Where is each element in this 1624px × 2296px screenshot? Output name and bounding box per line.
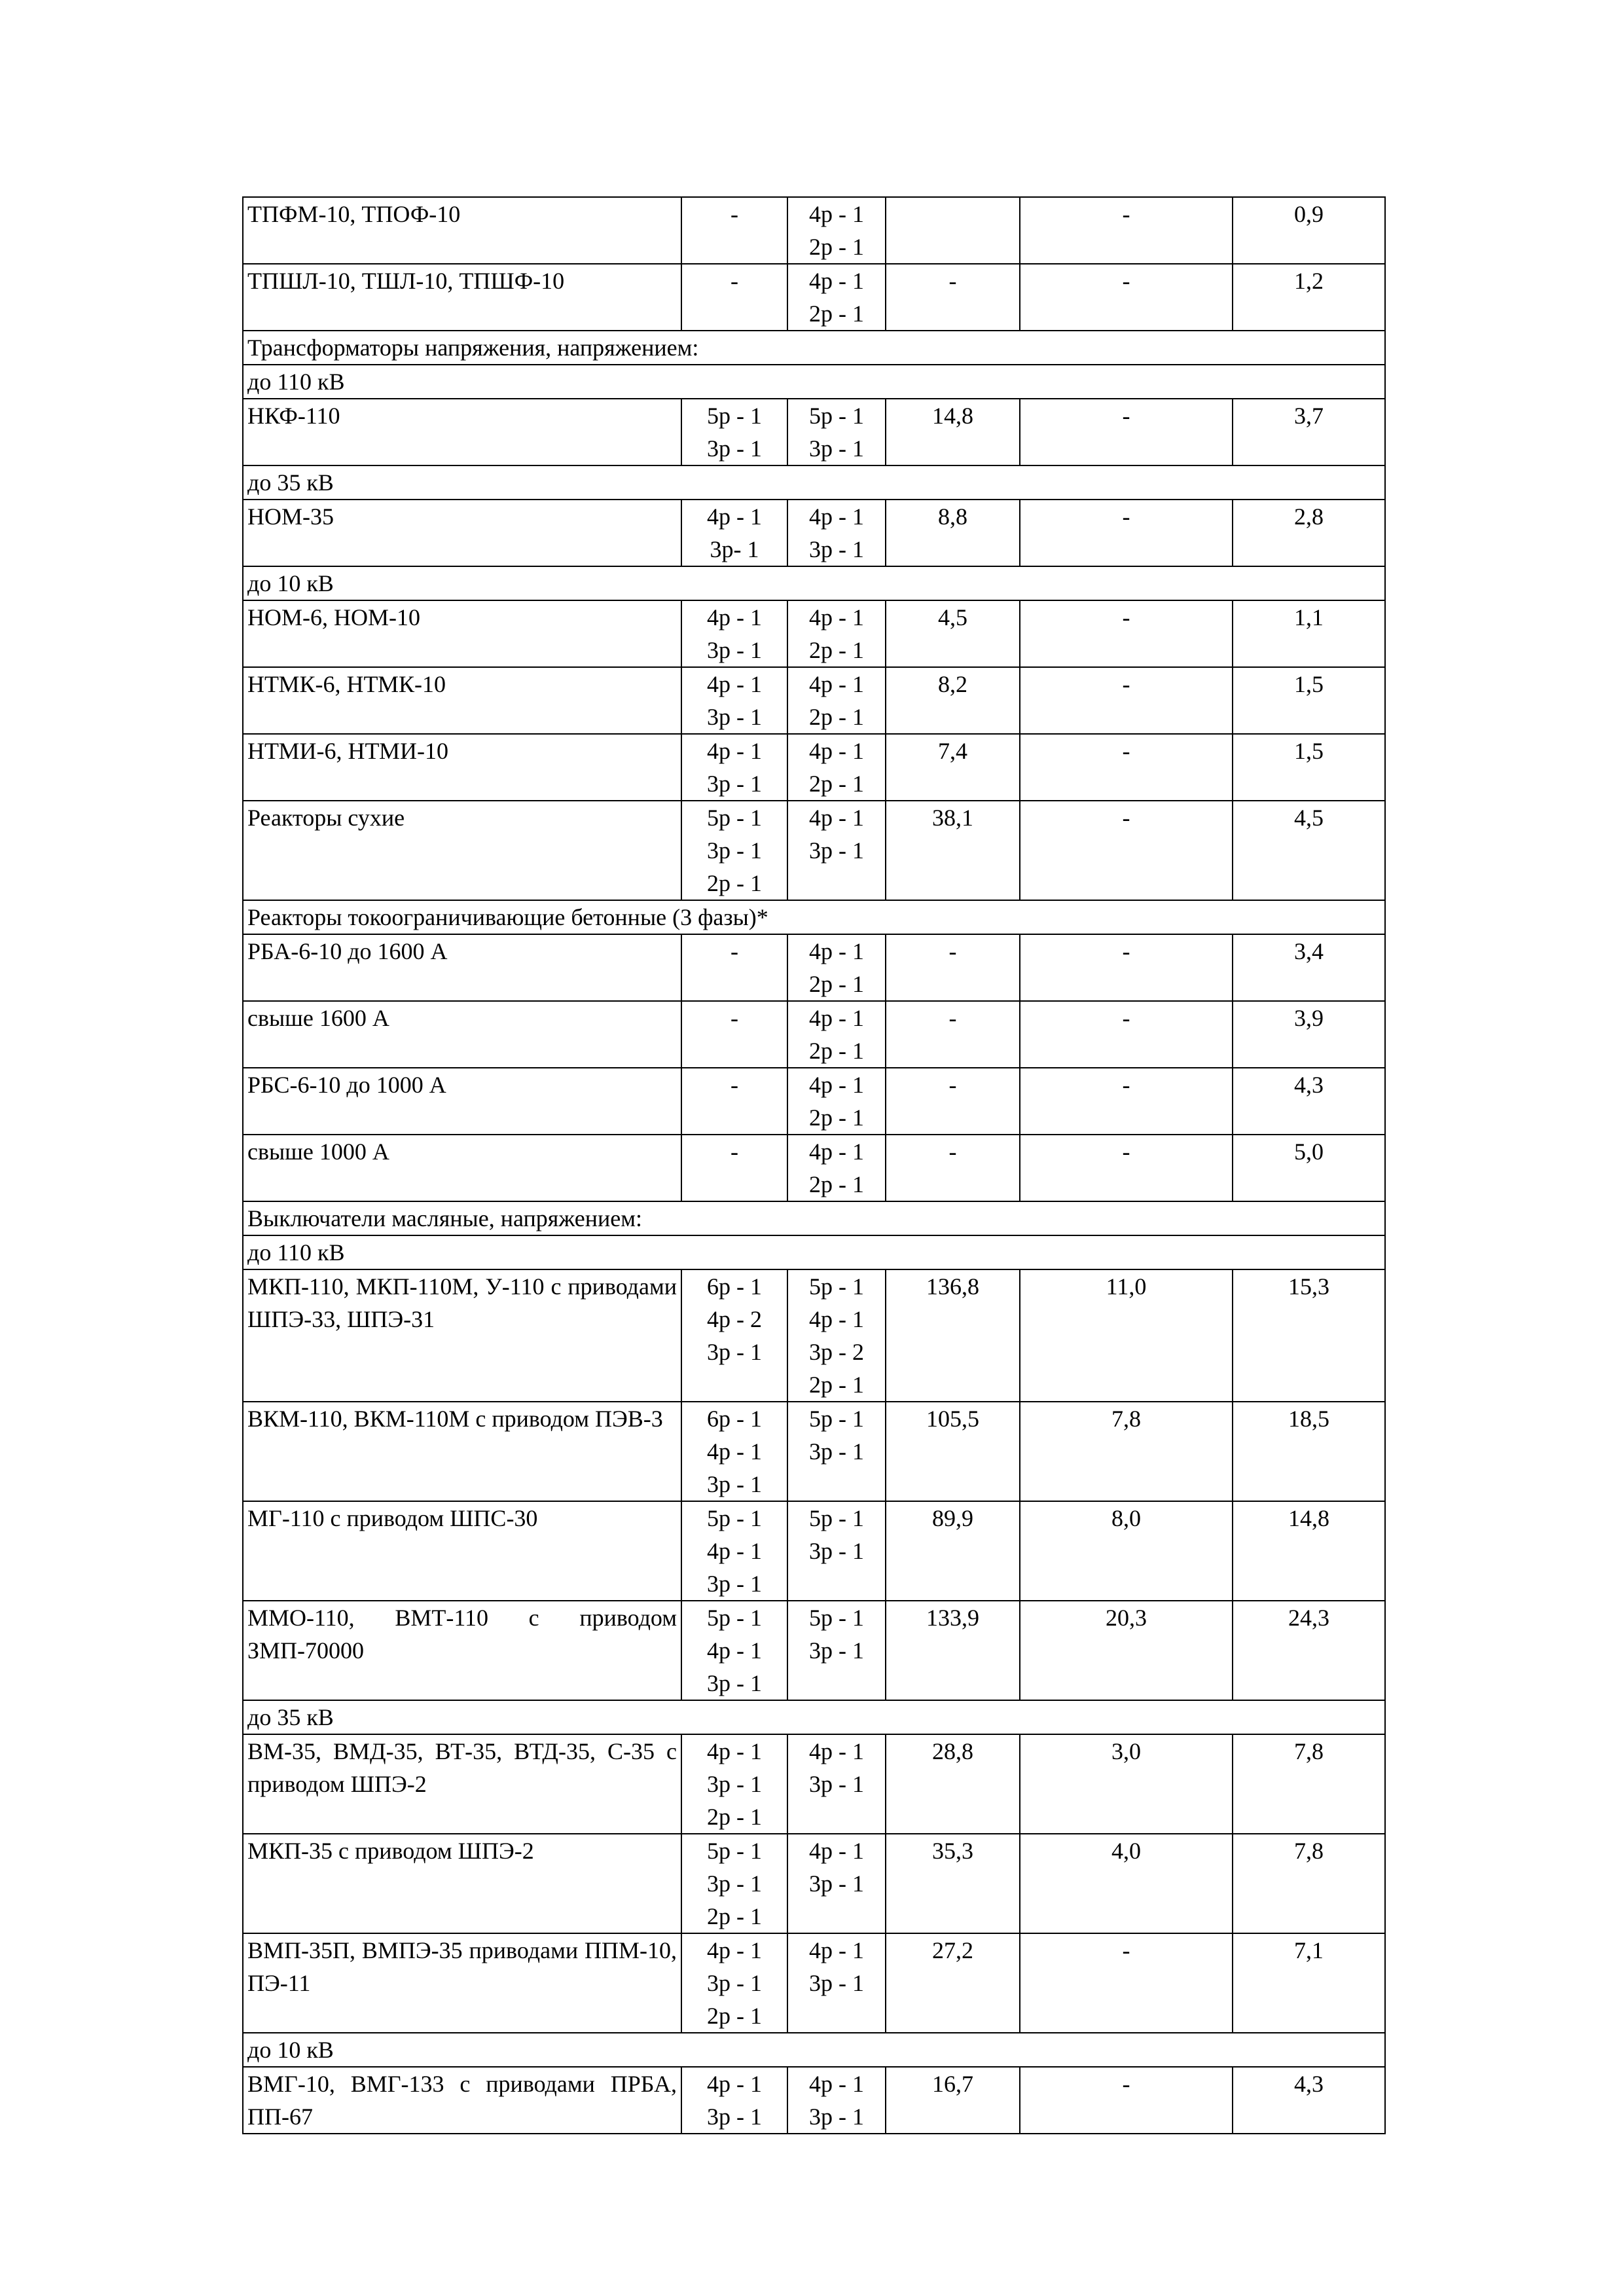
table-row — [243, 1402, 1385, 1501]
value-cell-col3: 38,1 — [886, 801, 1020, 900]
value-cell-col2: 5р - 1 3р - 1 — [787, 399, 886, 465]
section-heading: Реакторы токоограничивающие бетонные (3 фазы)* — [243, 900, 1385, 934]
value-cell-col4: - — [1020, 1135, 1233, 1201]
table-row — [243, 1135, 1385, 1201]
section-heading: до 10 кВ — [243, 2033, 1385, 2067]
section-heading: до 10 кВ — [243, 566, 1385, 600]
equipment-name-cell: МКП-35 с приводом ШПЭ-2 — [243, 1834, 681, 1933]
equipment-name-cell: НОМ-6, НОМ-10 — [243, 600, 681, 667]
value-cell-col4: 8,0 — [1020, 1501, 1233, 1601]
section-row — [243, 365, 1385, 399]
equipment-name-cell: свыше 1000 А — [243, 1135, 681, 1201]
value-cell-col1: - — [681, 934, 787, 1001]
value-cell-col5: 1,1 — [1233, 600, 1385, 667]
value-cell-col4: 7,8 — [1020, 1402, 1233, 1501]
section-row — [243, 1235, 1385, 1269]
value-cell-col3: 105,5 — [886, 1402, 1020, 1501]
value-cell-col5: 14,8 — [1233, 1501, 1385, 1601]
value-cell-col2: 4р - 1 2р - 1 — [787, 934, 886, 1001]
section-row — [243, 2033, 1385, 2067]
value-cell-col1: - — [681, 1068, 787, 1135]
value-cell-col3: 136,8 — [886, 1269, 1020, 1402]
section-heading: до 35 кВ — [243, 465, 1385, 500]
value-cell-col2: 5р - 1 3р - 1 — [787, 1601, 886, 1700]
equipment-name-cell: ВМГ-10, ВМГ-133 с приводами ПРБА, ПП-67 — [243, 2067, 681, 2134]
equipment-name-cell: ММО-110, ВМТ-110 с приводом ЗМП-70000 — [243, 1601, 681, 1700]
value-cell-col1: - — [681, 1135, 787, 1201]
table-row — [243, 1501, 1385, 1601]
value-cell-col4: - — [1020, 197, 1233, 264]
value-cell-col5: 4,3 — [1233, 2067, 1385, 2134]
value-cell-col5: 4,3 — [1233, 1068, 1385, 1135]
value-cell-col5: 0,9 — [1233, 197, 1385, 264]
equipment-table — [242, 196, 1386, 2134]
value-cell-col1: 4р - 1 3р - 1 — [681, 2067, 787, 2134]
section-row — [243, 1201, 1385, 1235]
value-cell-col2: 4р - 1 3р - 1 — [787, 2067, 886, 2134]
equipment-name-cell: НТМИ-6, НТМИ-10 — [243, 734, 681, 801]
equipment-name-cell: НОМ-35 — [243, 500, 681, 566]
value-cell-col1: 5р - 1 3р - 1 2р - 1 — [681, 801, 787, 900]
value-cell-col3: 133,9 — [886, 1601, 1020, 1700]
table-row — [243, 1068, 1385, 1135]
value-cell-col4: - — [1020, 2067, 1233, 2134]
value-cell-col2: 4р - 1 2р - 1 — [787, 734, 886, 801]
section-row — [243, 566, 1385, 600]
value-cell-col2: 4р - 1 2р - 1 — [787, 264, 886, 331]
section-heading: до 110 кВ — [243, 1235, 1385, 1269]
value-cell-col5: 3,7 — [1233, 399, 1385, 465]
value-cell-col5: 7,1 — [1233, 1933, 1385, 2033]
value-cell-col4: 4,0 — [1020, 1834, 1233, 1933]
value-cell-col2: 4р - 1 3р - 1 — [787, 1933, 886, 2033]
value-cell-col3: 8,2 — [886, 667, 1020, 734]
value-cell-col4: 3,0 — [1020, 1734, 1233, 1834]
table-row — [243, 500, 1385, 566]
table-row — [243, 801, 1385, 900]
value-cell-col2: 4р - 1 3р - 1 — [787, 1834, 886, 1933]
value-cell-col5: 4,5 — [1233, 801, 1385, 900]
value-cell-col4: - — [1020, 1068, 1233, 1135]
table-row — [243, 1734, 1385, 1834]
value-cell-col1: - — [681, 1001, 787, 1068]
value-cell-col1: 5р - 1 3р - 1 — [681, 399, 787, 465]
value-cell-col2: 4р - 1 2р - 1 — [787, 197, 886, 264]
equipment-name-cell: НТМК-6, НТМК-10 — [243, 667, 681, 734]
value-cell-col5: 24,3 — [1233, 1601, 1385, 1700]
table-body — [243, 197, 1385, 2134]
value-cell-col3: - — [886, 264, 1020, 331]
equipment-name-cell: РБА-6-10 до 1600 А — [243, 934, 681, 1001]
value-cell-col1: 5р - 1 4р - 1 3р - 1 — [681, 1601, 787, 1700]
value-cell-col4: - — [1020, 264, 1233, 331]
value-cell-col3: 28,8 — [886, 1734, 1020, 1834]
section-heading: Трансформаторы напряжения, напряжением: — [243, 331, 1385, 365]
section-row — [243, 331, 1385, 365]
value-cell-col3: 4,5 — [886, 600, 1020, 667]
value-cell-col3: 8,8 — [886, 500, 1020, 566]
value-cell-col2: 4р - 1 3р - 1 — [787, 500, 886, 566]
section-heading: до 110 кВ — [243, 365, 1385, 399]
value-cell-col3: - — [886, 934, 1020, 1001]
equipment-name-cell: Реакторы сухие — [243, 801, 681, 900]
value-cell-col2: 5р - 1 4р - 1 3р - 2 2р - 1 — [787, 1269, 886, 1402]
value-cell-col3: 35,3 — [886, 1834, 1020, 1933]
value-cell-col2: 4р - 1 3р - 1 — [787, 801, 886, 900]
table-row — [243, 399, 1385, 465]
table-row — [243, 667, 1385, 734]
section-row — [243, 465, 1385, 500]
value-cell-col1: 4р - 1 3р - 1 2р - 1 — [681, 1734, 787, 1834]
section-heading: до 35 кВ — [243, 1700, 1385, 1734]
equipment-name-cell: ВМ-35, ВМД-35, ВТ-35, ВТД-35, С-35 с приводом ШПЭ-2 — [243, 1734, 681, 1834]
value-cell-col4: - — [1020, 667, 1233, 734]
value-cell-col5: 7,8 — [1233, 1734, 1385, 1834]
value-cell-col3: - — [886, 1068, 1020, 1135]
value-cell-col4: - — [1020, 1001, 1233, 1068]
value-cell-col1: 4р - 1 3р- 1 — [681, 500, 787, 566]
value-cell-col4: - — [1020, 600, 1233, 667]
value-cell-col5: 15,3 — [1233, 1269, 1385, 1402]
value-cell-col3: 16,7 — [886, 2067, 1020, 2134]
value-cell-col1: - — [681, 264, 787, 331]
table-row — [243, 600, 1385, 667]
value-cell-col2: 4р - 1 2р - 1 — [787, 1135, 886, 1201]
value-cell-col4: 11,0 — [1020, 1269, 1233, 1402]
section-heading: Выключатели масляные, напряжением: — [243, 1201, 1385, 1235]
table-row — [243, 1834, 1385, 1933]
table-row — [243, 264, 1385, 331]
value-cell-col4: - — [1020, 399, 1233, 465]
value-cell-col1: 4р - 1 3р - 1 — [681, 600, 787, 667]
section-row — [243, 1700, 1385, 1734]
equipment-name-cell: НКФ-110 — [243, 399, 681, 465]
equipment-name-cell: МКП-110, МКП-110М, У-110 с приводами ШПЭ-33, ШПЭ-31 — [243, 1269, 681, 1402]
table-row — [243, 1601, 1385, 1700]
value-cell-col1: 6р - 1 4р - 2 3р - 1 — [681, 1269, 787, 1402]
value-cell-col4: - — [1020, 1933, 1233, 2033]
value-cell-col2: 5р - 1 3р - 1 — [787, 1402, 886, 1501]
value-cell-col5: 1,5 — [1233, 734, 1385, 801]
value-cell-col5: 3,4 — [1233, 934, 1385, 1001]
equipment-name-cell: свыше 1600 А — [243, 1001, 681, 1068]
value-cell-col1: 4р - 1 3р - 1 — [681, 667, 787, 734]
value-cell-col1: 5р - 1 4р - 1 3р - 1 — [681, 1501, 787, 1601]
value-cell-col2: 4р - 1 3р - 1 — [787, 1734, 886, 1834]
value-cell-col5: 1,2 — [1233, 264, 1385, 331]
table-row — [243, 734, 1385, 801]
value-cell-col1: 5р - 1 3р - 1 2р - 1 — [681, 1834, 787, 1933]
table-row — [243, 1269, 1385, 1402]
equipment-name-cell: ТПФМ-10, ТПОФ-10 — [243, 197, 681, 264]
value-cell-col3 — [886, 197, 1020, 264]
equipment-name-cell: РБС-6-10 до 1000 А — [243, 1068, 681, 1135]
value-cell-col5: 3,9 — [1233, 1001, 1385, 1068]
value-cell-col5: 2,8 — [1233, 500, 1385, 566]
value-cell-col4: - — [1020, 801, 1233, 900]
value-cell-col3: 7,4 — [886, 734, 1020, 801]
table-row — [243, 1001, 1385, 1068]
table-row — [243, 934, 1385, 1001]
value-cell-col4: - — [1020, 734, 1233, 801]
value-cell-col2: 5р - 1 3р - 1 — [787, 1501, 886, 1601]
value-cell-col5: 5,0 — [1233, 1135, 1385, 1201]
value-cell-col3: 14,8 — [886, 399, 1020, 465]
document-page — [242, 196, 1384, 2134]
value-cell-col5: 18,5 — [1233, 1402, 1385, 1501]
value-cell-col1: 6р - 1 4р - 1 3р - 1 — [681, 1402, 787, 1501]
value-cell-col1: - — [681, 197, 787, 264]
table-row — [243, 197, 1385, 264]
value-cell-col4: - — [1020, 500, 1233, 566]
equipment-name-cell: ВКМ-110, ВКМ-110М с приводом ПЭВ-3 — [243, 1402, 681, 1501]
section-row — [243, 900, 1385, 934]
value-cell-col5: 1,5 — [1233, 667, 1385, 734]
equipment-name-cell: ТПШЛ-10, ТШЛ-10, ТПШФ-10 — [243, 264, 681, 331]
value-cell-col2: 4р - 1 2р - 1 — [787, 1068, 886, 1135]
value-cell-col3: 27,2 — [886, 1933, 1020, 2033]
value-cell-col4: 20,3 — [1020, 1601, 1233, 1700]
equipment-name-cell: МГ-110 с приводом ШПС-30 — [243, 1501, 681, 1601]
value-cell-col3: 89,9 — [886, 1501, 1020, 1601]
value-cell-col1: 4р - 1 3р - 1 2р - 1 — [681, 1933, 787, 2033]
equipment-name-cell: ВМП-35П, ВМПЭ-35 приводами ППМ-10, ПЭ-11 — [243, 1933, 681, 2033]
value-cell-col4: - — [1020, 934, 1233, 1001]
value-cell-col3: - — [886, 1001, 1020, 1068]
value-cell-col2: 4р - 1 2р - 1 — [787, 1001, 886, 1068]
value-cell-col3: - — [886, 1135, 1020, 1201]
value-cell-col1: 4р - 1 3р - 1 — [681, 734, 787, 801]
table-row — [243, 1933, 1385, 2033]
value-cell-col5: 7,8 — [1233, 1834, 1385, 1933]
table-row — [243, 2067, 1385, 2134]
value-cell-col2: 4р - 1 2р - 1 — [787, 667, 886, 734]
value-cell-col2: 4р - 1 2р - 1 — [787, 600, 886, 667]
